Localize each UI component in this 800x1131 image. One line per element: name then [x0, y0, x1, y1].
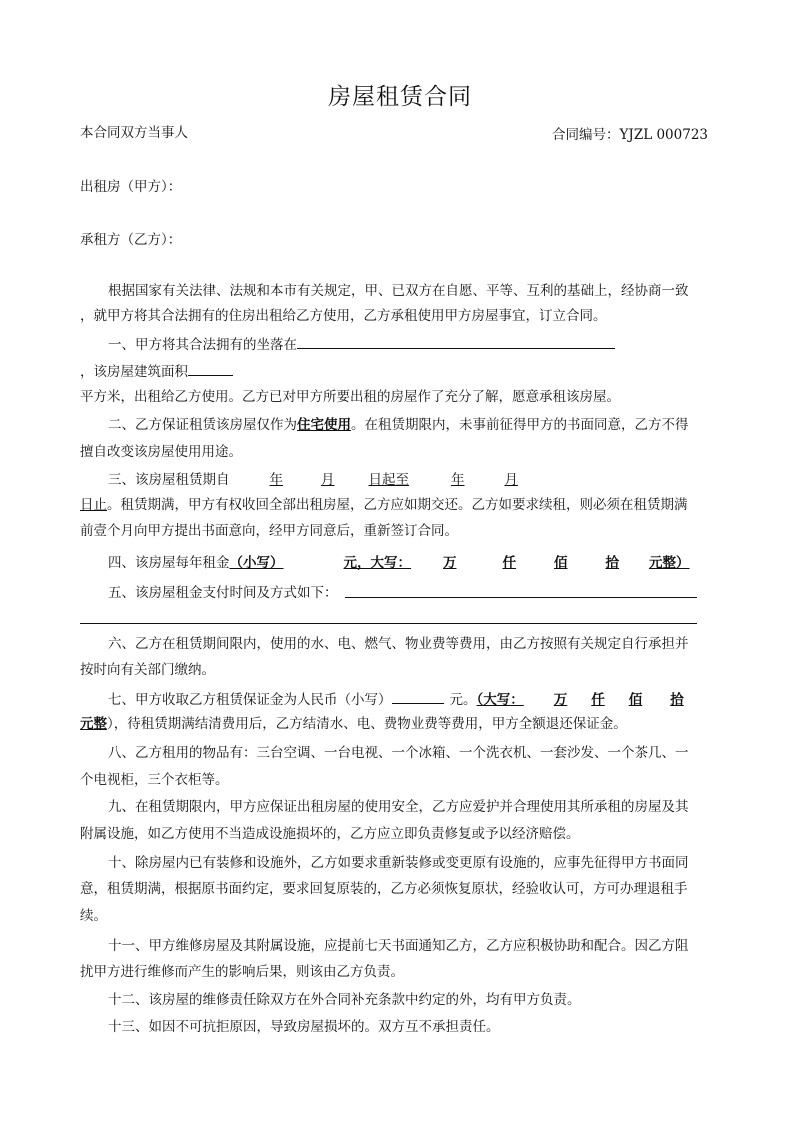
intro-line-1: 根据国家有关法律、法规和本市有关规定，甲、已双方在自愿、平等、互利的基础上，经协商一致	[108, 283, 689, 299]
clause-4-line-1	[80, 553, 710, 573]
clause-9-line-1: 九、在租赁期限内，甲方应保证出租房屋的使用安全，乙方应爱护并合理使用其所承租的房屋及其	[108, 799, 689, 815]
qian-label: 仟	[502, 555, 516, 571]
clause-3-text-a: 三、该房屋租赁期自	[108, 472, 230, 488]
clause-1-line-2	[80, 361, 710, 382]
clause-8-line-2: 个电视柜，三个衣柜等。	[80, 772, 229, 788]
clause-2-text-a: 二、乙方保证租赁该房屋仅作为	[108, 417, 297, 433]
clause-10-line-3: 续。	[80, 908, 107, 924]
clause-8-line-1: 八、乙方租用的物品有：三台空调、一台电视、一个冰箱、一个洗衣机、一套沙发、一个茶几、一	[108, 745, 689, 761]
parties-label: 本合同双方当事人	[80, 125, 188, 141]
clause-1-line-1	[80, 334, 710, 355]
clause-4-text-a: 四、该房屋每年租金	[108, 555, 230, 571]
rent-yuan-label: 元，大写：	[343, 555, 411, 571]
deposit-uppercase-field[interactable]	[477, 692, 710, 708]
dep-wan-label: 万	[553, 692, 568, 708]
deposit-yuan-label: 元。	[449, 692, 477, 708]
area-blank[interactable]	[188, 361, 233, 376]
clause-5-text: 五、该房屋租金支付时间及方式如下：	[108, 585, 338, 601]
clause-10-line-1: 十、除房屋内已有装修和设施外，乙方如要求重新装修或变更原有设施的，应事先征得甲方书面同	[108, 855, 689, 871]
clause-1-text-a: 一、甲方将其合法拥有的坐落在	[108, 337, 297, 353]
lessor-label: 出租房（甲方）：	[80, 179, 182, 195]
lease-start-date[interactable]	[230, 472, 543, 488]
clause-11-line-1: 十一、甲方维修房屋及其附属设施，应提前七天书面通知乙方，乙方应积极协助和配合。因乙方阻	[108, 938, 689, 954]
clause-7-text-b: ），待租赁期满结清费用后，乙方结清水、电、费物业费等费用，甲方全额退还保证金。	[107, 716, 627, 732]
lessee-label: 承租方（乙方）：	[80, 232, 182, 248]
clause-7-line-1	[80, 689, 710, 710]
clause-2-text-b: 。在租赁期限内，未事前征得甲方的书面同意，乙方不得	[351, 417, 689, 433]
shi-label: 拾	[605, 555, 619, 571]
clause-2-line-1	[80, 415, 710, 435]
clause-1-line-3: 平方米，出租给乙方使用。乙方已对甲方所要出租的房屋作了充分了解，愿意承租该房屋。	[80, 389, 620, 405]
year-label-2: 年	[451, 472, 465, 488]
clause-5-line-1	[80, 583, 710, 603]
contract-number: 合同编号：YJZL 000723	[552, 127, 708, 143]
clause-9-line-2: 附属设施，如乙方使用不当造成设施损坏的，乙方应立即负责修复或予以经济赔偿。	[80, 826, 580, 842]
location-blank[interactable]	[297, 334, 615, 349]
payment-blank-2[interactable]	[80, 623, 697, 624]
clause-6-line-1: 六、乙方在租赁期间限内，使用的水、电、燃气、物业费等费用，由乙方按照有关规定自行承担并	[108, 636, 689, 652]
year-label: 年	[269, 472, 283, 488]
dep-yuanzheng-label: 元整	[80, 716, 107, 732]
clause-3-text-b: 。租赁期满，甲方有权收回全部出租房屋，乙方应如期交还。乙方如要求续租，则必须在租赁期满	[107, 497, 688, 513]
clause-13: 十三、如因不可抗拒原因，导致房屋损坏的。双方互不承担责任。	[108, 1019, 500, 1035]
wan-label: 万	[443, 555, 457, 571]
clause-7-line-2	[80, 714, 710, 734]
clause-2-line-2: 擅自改变该房屋使用用途。	[80, 444, 242, 460]
lease-end-label: 日止	[80, 497, 107, 513]
dep-bai-label: 佰	[628, 692, 643, 708]
clause-6-line-2: 按时向有关部门缴纳。	[80, 662, 215, 678]
clause-10-line-2: 意，租赁期满，根据原书面约定，要求回复原装的，乙方必须恢复原状，经验收认可，方可办理退租手	[80, 881, 688, 897]
day-from-label: 日起至	[368, 472, 409, 488]
uppercase-label: （大写：	[476, 692, 524, 708]
deposit-lowercase-blank[interactable]	[392, 689, 444, 704]
clause-12: 十二、该房屋的维修责任除双方在外合同补充条款中约定的外，均有甲方负责。	[108, 992, 581, 1008]
month-label: 月	[321, 472, 335, 488]
lowercase-label: （小写）	[229, 555, 284, 571]
clause-3-line-2	[80, 495, 710, 515]
annual-rent-field[interactable]	[230, 555, 690, 571]
dep-shi-label: 拾	[670, 692, 684, 708]
usage-purpose: 住宅使用	[297, 417, 351, 433]
clause-11-line-2: 扰甲方进行维修而产生的影响后果，则该由乙方负责。	[80, 964, 404, 980]
clause-3-line-1	[80, 470, 710, 490]
bai-label: 佰	[554, 555, 568, 571]
clause-1-text-b: ，该房屋建筑面积	[80, 364, 188, 380]
yuanzheng-label: 元整）	[649, 555, 690, 571]
intro-line-2: ，就甲方将其合法拥有的住房出租给乙方使用，乙方承租使用甲方房屋事宜，订立合同。	[80, 308, 607, 324]
dep-qian-label: 仟	[591, 692, 605, 708]
clause-7-text-a: 七、甲方收取乙方租赁保证金为人民币（小写）	[108, 692, 392, 708]
payment-blank-1[interactable]	[345, 597, 697, 598]
page-title: 房屋租赁合同	[328, 84, 472, 110]
clause-3-line-3: 前壹个月向甲方提出书面意向，经甲方同意后，重新签订合同。	[80, 523, 458, 539]
month-label-2: 月	[504, 472, 518, 488]
